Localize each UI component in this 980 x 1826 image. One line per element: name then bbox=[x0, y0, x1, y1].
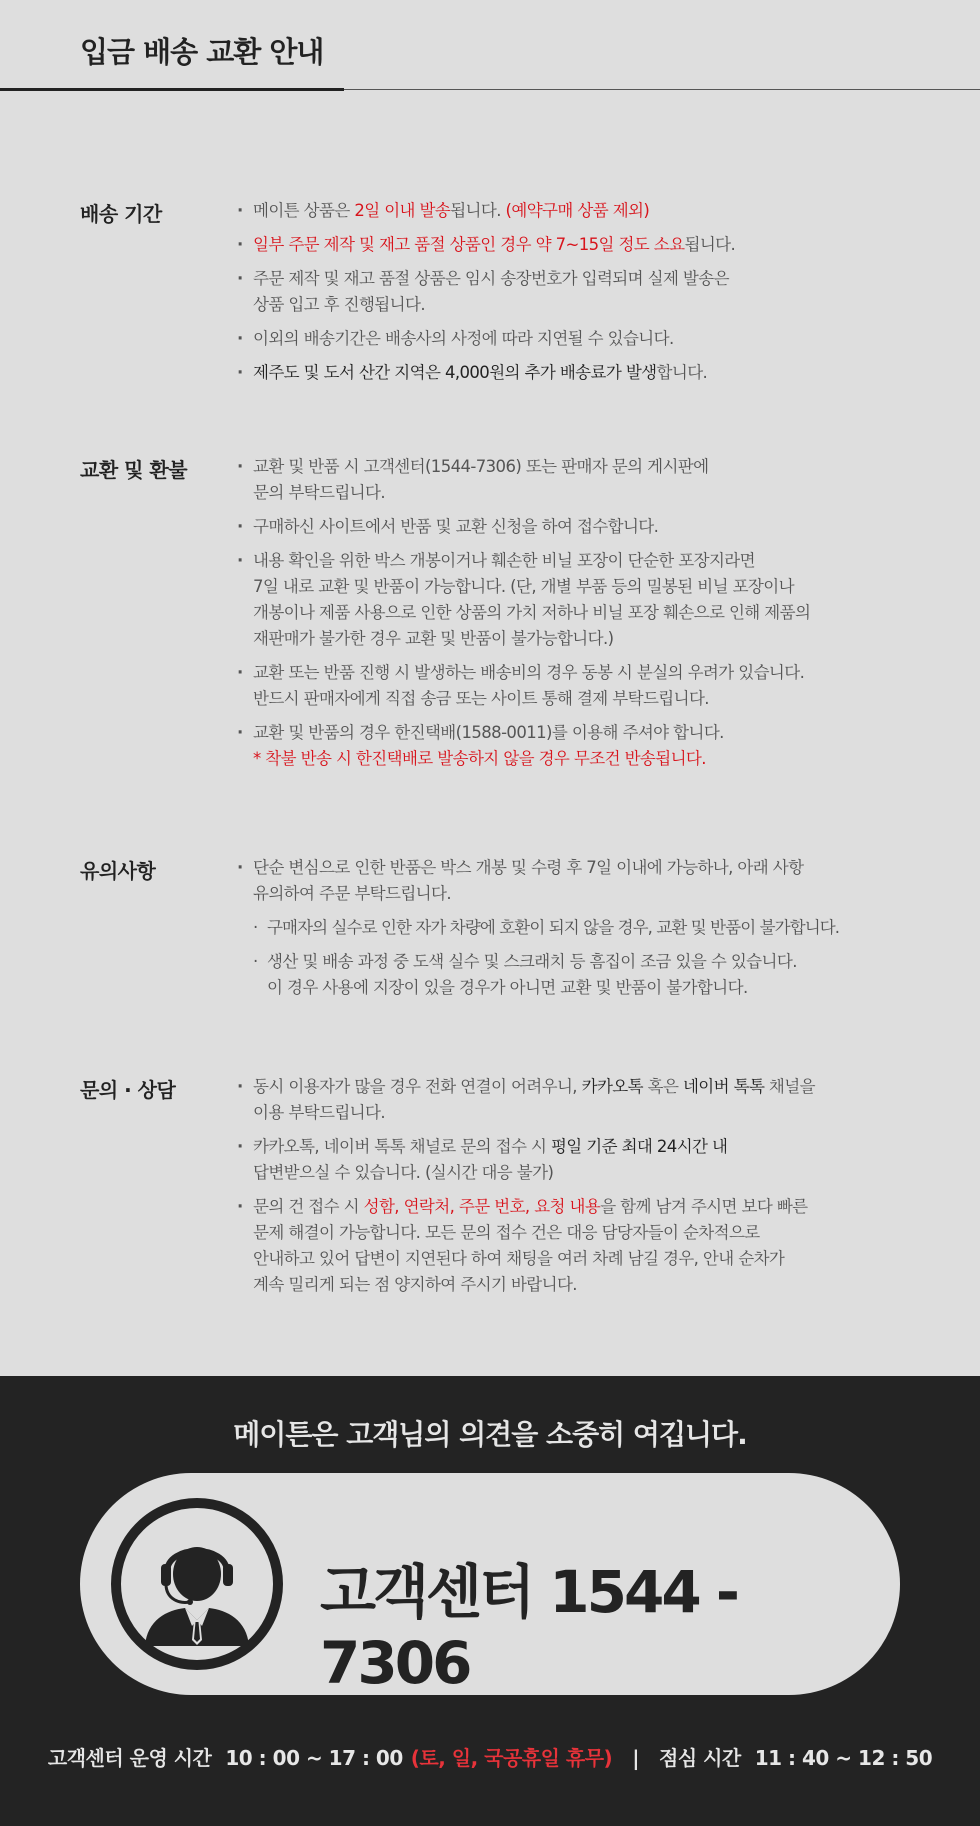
footer-slogan: 메이튼은 고객님의 의견을 소중히 여깁니다. bbox=[233, 1418, 747, 1451]
list-item: · 이외의 배송기간은 배송사의 사정에 따라 지연될 수 있습니다. bbox=[237, 326, 937, 352]
list-item: · 주문 제작 및 재고 품절 상품은 임시 송장번호가 입력되며 실제 발송은 상품 입고 후 진행됩니다. bbox=[237, 266, 937, 318]
section-title-exchange: 교환 및 환불 bbox=[80, 458, 188, 482]
section-title-shipping: 배송 기간 bbox=[80, 202, 162, 226]
list-item: · 일부 주문 제작 및 재고 품절 상품인 경우 약 7~15일 정도 소요됩니다. bbox=[237, 232, 937, 258]
lunch-label: 점심 시간 bbox=[659, 1746, 741, 1770]
hours-note: (토, 일, 국공휴일 휴무) bbox=[410, 1746, 613, 1770]
list-item: · 구매하신 사이트에서 반품 및 교환 신청을 하여 접수합니다. bbox=[237, 514, 937, 540]
list-item: · 카카오톡, 네이버 톡톡 채널로 문의 접수 시 평일 기준 최대 24시간 내 답변받으실 수 있습니다. (실시간 대응 불가) bbox=[237, 1134, 937, 1186]
list-item: · 문의 건 접수 시 성함, 연락처, 주문 번호, 요청 내용을 함께 남겨 주시면 보다 빠른 문제 해결이 가능합니다. 모든 문의 접수 건은 대응 담당자들이 순차적으로 안내하고 있어 답변이 지연된다 하여 채팅을 여러 차례 남길 경우, 안내 순차가 계속 밀리게 되는 점 양지하여 주시기 바랍니다. bbox=[237, 1194, 937, 1298]
headset-agent-icon bbox=[111, 1498, 283, 1670]
section-title-notes: 유의사항 bbox=[80, 859, 156, 883]
lunch-value: 11 : 40 ~ 12 : 50 bbox=[754, 1746, 933, 1770]
page-title: 입금 배송 교환 안내 bbox=[80, 35, 324, 69]
customer-center-banner bbox=[80, 1473, 900, 1695]
exchange-list bbox=[237, 454, 937, 780]
shipping-list bbox=[237, 198, 937, 394]
hours-value: 10 : 00 ~ 17 : 00 bbox=[225, 1746, 403, 1770]
hours-label: 고객센터 운영 시간 bbox=[47, 1746, 212, 1770]
inquiry-list bbox=[237, 1074, 937, 1306]
list-item: · 교환 및 반품 시 고객센터(1544-7306) 또는 판매자 문의 게시판에 문의 부탁드립니다. bbox=[237, 454, 937, 506]
list-item: · 교환 및 반품의 경우 한진택배(1588-0011)를 이용해 주셔야 합니다. * 착불 반송 시 한진택배로 발송하지 않을 경우 무조건 반송됩니다. bbox=[237, 720, 937, 772]
list-item: · 교환 또는 반품 진행 시 발생하는 배송비의 경우 동봉 시 분실의 우려가 있습니다. 반드시 판매자에게 직접 송금 또는 사이트 통해 결제 부탁드립니다. bbox=[237, 660, 937, 712]
operating-hours bbox=[0, 1742, 980, 1771]
page-header bbox=[0, 0, 980, 92]
hours-separator: | bbox=[632, 1746, 639, 1770]
list-item: · 제주도 및 도서 산간 지역은 4,000원의 추가 배송료가 발생합니다. bbox=[237, 360, 937, 386]
list-item: · 단순 변심으로 인한 반품은 박스 개봉 및 수령 후 7일 이내에 가능하나, 아래 사항 유의하여 주문 부탁드립니다. bbox=[237, 855, 937, 907]
notes-list bbox=[237, 855, 937, 1009]
list-subitem: · 구매자의 실수로 인한 자가 차량에 호환이 되지 않을 경우, 교환 및 반품이 불가합니다. bbox=[237, 915, 937, 941]
list-subitem: · 생산 및 배송 과정 중 도색 실수 및 스크래치 등 흠집이 조금 있을 수 있습니다. 이 경우 사용에 지장이 있을 경우가 아니면 교환 및 반품이 불가합니다. bbox=[237, 949, 937, 1001]
list-item: · 메이튼 상품은 2일 이내 발송됩니다. (예약구매 상품 제외) bbox=[237, 198, 937, 224]
list-item: · 내용 확인을 위한 박스 개봉이거나 훼손한 비닐 포장이 단순한 포장지라면 7일 내로 교환 및 반품이 가능합니다. (단, 개별 부품 등의 밀봉된 비닐 포장이나 개봉이나 제품 사용으로 인한 상품의 가치 저하나 비닐 포장 훼손으로 인해 제품의 재판매가 불가한 경우 교환 및 반품이 불가능합니다.) bbox=[237, 548, 937, 652]
section-title-inquiry: 문의 · 상담 bbox=[80, 1078, 176, 1102]
footer bbox=[0, 1376, 980, 1826]
list-item: · 동시 이용자가 많을 경우 전화 연결이 어려우니, 카카오톡 혹은 네이버 톡톡 채널을 이용 부탁드립니다. bbox=[237, 1074, 937, 1126]
customer-center-phone[interactable]: 고객센터 1544 - 7306 bbox=[320, 1558, 737, 1697]
header-divider-accent bbox=[0, 88, 344, 91]
